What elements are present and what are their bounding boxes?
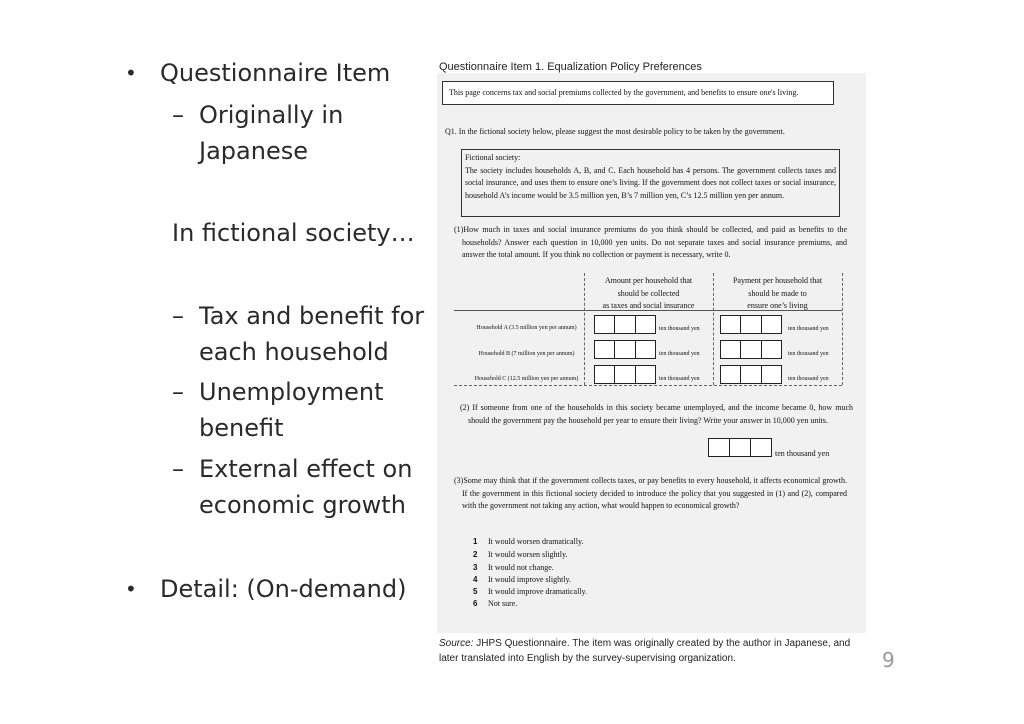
column-header-collected: Amount per household that should be collected as taxes and social insurance [602,276,695,310]
option-1[interactable]: 1 It would worsen dramatically. [473,537,584,546]
input-collected-household-c[interactable] [594,365,656,384]
table-rule [454,310,842,311]
option-5[interactable]: 5 It would improve dramatically. [473,587,588,596]
fictional-society-box [461,149,840,217]
input-collected-household-b[interactable] [594,340,656,359]
answer-table [454,273,842,387]
input-collected-household-a[interactable] [594,315,656,334]
table-bottom-rule [454,385,842,386]
row-label-household-a: Household A (3.5 million yen per annum) [476,325,577,331]
bullet-icon: • [125,61,137,85]
column-divider [713,273,714,385]
dash-icon: – [172,378,184,406]
slide-bullet-list: • Questionnaire Item – Originally in Japanese In fictional society… – Tax and benefit for each household – Unemployment benefit – External effect on economic growth • Detail: (On-demand) [125,59,425,603]
figure-title: Questionnaire Item 1. Equalization Policy Preferences [439,61,702,73]
dash-icon: – [172,101,184,129]
input-payment-household-c[interactable] [720,365,782,384]
input-payment-household-b[interactable] [720,340,782,359]
society-title: Fictional society: [465,153,521,162]
dash-icon: – [172,455,184,483]
source-note: Source: JHPS Questionnaire. The item was originally created by the author in Japanese, and later translated into English by the survey-supervising organization. [439,638,851,664]
questionnaire-page [437,73,866,633]
page-number: 9 [882,648,895,672]
unit-label: ten thousand yen [775,449,830,458]
question-part-3: (3)Some may think that if the government collects taxes, or pay benefits to every household, it affects economical growth. If the government in this fictional society decided to introduce the policy that you suggested in (1) and (2), compared with the government not taking any action, what would happen to economical growth? [454,476,847,510]
unit-label: ten thousand yen [788,376,829,382]
question-part-2: (2) If someone from one of the households in this society became unemployed, and the income became 0, how much should the government pay the household per year to ensure their living? Write your answer in 10,000 yen units. [460,403,853,425]
unit-label: ten thousand yen [788,326,829,332]
society-description: The society includes households A, B, and C. Each household has 4 persons. The government collects taxes and social insurance, and uses them to ensure one’s living. If the government does not collect taxes or social insurance, household A’s income would be 3.5 million yen, B’s 7 million yen, C’s 12.5 million yen per annum. [465,165,836,200]
option-3[interactable]: 3 It would not change. [473,563,554,572]
option-2[interactable]: 2 It would worsen slightly. [473,550,568,559]
input-payment-household-a[interactable] [720,315,782,334]
column-divider [842,273,843,385]
unit-label: ten thousand yen [659,326,700,332]
notice-box: This page concerns tax and social premiums collected by the government, and benefits to ensure one's living. [442,81,834,105]
option-4[interactable]: 4 It would improve slightly. [473,575,572,584]
question-part-1: (1)How much in taxes and social insurance premiums do you think should be collected, and paid as benefits to the households? Answer each question in 10,000 yen units. Do not separate taxes and social insurance premiums, and answer the total amount. If you think no collection or payment is necessary, write 0. [454,225,847,259]
unit-label: ten thousand yen [659,351,700,357]
input-unemployment-benefit[interactable] [708,438,772,457]
column-header-payment: Payment per household that should be made to ensure one’s living [732,276,823,310]
dash-icon: – [172,302,184,330]
fictional-society-text: In fictional society… [172,219,415,247]
bullet-icon: • [125,577,137,601]
row-label-household-c: Household C (12.5 million yen per annum) [474,376,579,382]
unit-label: ten thousand yen [659,376,700,382]
row-label-household-b: Household B (7 million yen per annum) [478,351,575,357]
question-q1: Q1. In the fictional society below, please suggest the most desirable policy to be taken by the government. [445,127,785,136]
unit-label: ten thousand yen [788,351,829,357]
option-6[interactable]: 6 Not sure. [473,599,518,608]
